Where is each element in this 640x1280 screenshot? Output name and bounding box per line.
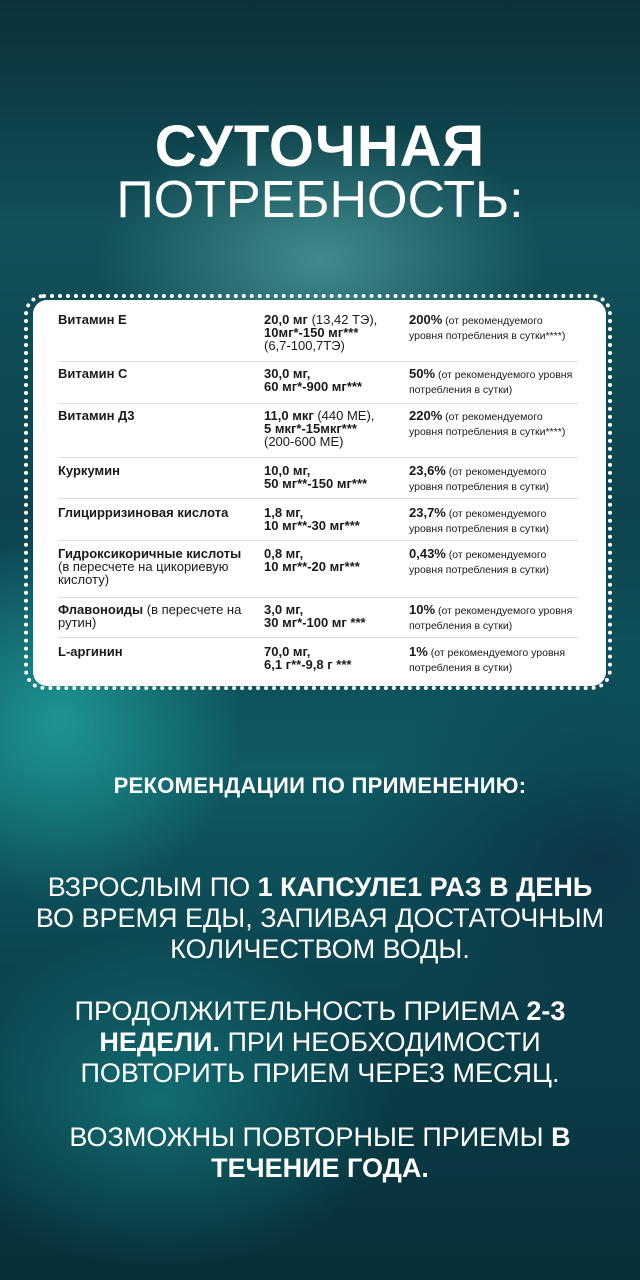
amount-range: 6,1 г**-9,8 г *** (264, 657, 352, 672)
amount: 70,0 мг, (264, 644, 311, 659)
amount-note: (13,42 ТЭ), (307, 312, 378, 327)
percent-value: 10% (409, 602, 436, 617)
nutrient-name: Витамин Д3 (58, 408, 135, 423)
recommendation-dosage (30, 872, 610, 965)
amount-range: 50 мг**-150 мг*** (264, 476, 368, 491)
table-row (58, 313, 578, 362)
page-title: СУТОЧНАЯ (154, 114, 486, 179)
amount-note: (440 МЕ), (313, 408, 375, 423)
duration-text: ПРОДОЛЖИТЕЛЬНОСТЬ ПРИЕМА (74, 996, 527, 1026)
table-row (58, 645, 578, 677)
amount: 20,0 мг (264, 312, 308, 327)
table-row (58, 464, 578, 499)
nutrient-name: Куркумин (58, 463, 120, 478)
repeat-text: ВОЗМОЖНЫ ПОВТОРНЫЕ ПРИЕМЫ (69, 1122, 552, 1152)
amount: 30,0 мг, (264, 366, 311, 381)
amount-range: 60 мг*-900 мг*** (264, 379, 363, 394)
table-row (58, 603, 578, 638)
percent-note: (от рекомендуемого уровня потребления в сутки****) (409, 315, 566, 342)
amount-range: 10мг*-150 мг*** (264, 325, 359, 340)
duration-text-end: ПРИ НЕОБХОДИМОСТИ ПОВТОРИТЬ ПРИЕМ ЧЕРЕЗ МЕСЯЦ. (80, 1027, 560, 1088)
nutrient-name-note: (в пересчете на рутин) (58, 602, 242, 630)
nutrient-name-note: (в пересчете на цикориевую кислоту) (58, 559, 229, 587)
percent-value: 0,43% (409, 546, 446, 561)
percent-value: 23,6% (409, 463, 446, 478)
dosage-text: ВЗРОСЛЫМ ПО (47, 872, 258, 902)
table-row (58, 367, 578, 404)
percent-value: 220% (409, 408, 443, 423)
nutrient-name: L-аргинин (58, 644, 123, 659)
amount: 11,0 мкг (264, 408, 314, 423)
percent-note: (от рекомендуемого уровня потребления в сутки) (409, 647, 566, 674)
recommendation-repeat (30, 1122, 610, 1184)
table-row (58, 547, 578, 598)
nutrient-name: Флавоноиды (58, 602, 144, 617)
percent-note: (от рекомендуемого уровня потребления в сутки****) (409, 411, 566, 438)
amount-range: 5 мкг*-15мкг*** (264, 421, 357, 436)
duration-highlight: 2-3 НЕДЕЛИ. (99, 996, 566, 1057)
repeat-highlight: В ТЕЧЕНИЕ ГОДА. (211, 1122, 571, 1183)
dosage-highlight: 1 КАПСУЛЕ1 РАЗ В ДЕНЬ (257, 872, 593, 902)
percent-note: (от рекомендуемого уровня потребления в сутки) (409, 605, 573, 632)
dosage-text-end: ВО ВРЕМЯ ЕДЫ, ЗАПИВАЯ ДОСТАТОЧНЫМ КОЛИЧЕСТВОМ ВОДЫ. (35, 903, 605, 964)
table-row (58, 409, 578, 458)
amount-range-note: (200-600 МЕ) (264, 434, 344, 449)
nutrient-name: Глицирризиновая кислота (58, 505, 229, 520)
amount-range: 10 мг**-30 мг*** (264, 518, 360, 533)
amount: 10,0 мг, (264, 463, 311, 478)
nutrient-name: Витамин Е (58, 312, 127, 327)
percent-value: 23,7% (409, 505, 446, 520)
amount: 0,8 мг, (264, 546, 304, 561)
table-row (58, 506, 578, 541)
nutrient-name: Витамин С (58, 366, 128, 381)
amount-range: 10 мг**-20 мг*** (264, 559, 360, 574)
percent-note: (от рекомендуемого уровня потребления в сутки) (409, 549, 549, 576)
percent-value: 50% (409, 366, 436, 381)
percent-note: (от рекомендуемого уровня потребления в сутки) (409, 369, 573, 396)
percent-value: 200% (409, 312, 443, 327)
recommendation-duration (30, 996, 610, 1089)
percent-value: 1% (409, 644, 428, 659)
amount: 3,0 мг, (264, 602, 304, 617)
nutrient-name: Гидроксикоричные кислоты (58, 546, 242, 561)
amount-range: 30 мг*-100 мг *** (264, 615, 366, 630)
amount-range-note: (6,7-100,7ТЭ) (264, 338, 345, 353)
amount: 1,8 мг, (264, 505, 304, 520)
recommendations-heading: РЕКОМЕНДАЦИИ ПО ПРИМЕНЕНИЮ: (113, 773, 527, 798)
percent-note: (от рекомендуемого уровня потребления в сутки) (409, 466, 549, 493)
page-subtitle: ПОТРЕБНОСТЬ: (116, 171, 524, 229)
percent-note: (от рекомендуемого уровня потребления в сутки) (409, 508, 549, 535)
